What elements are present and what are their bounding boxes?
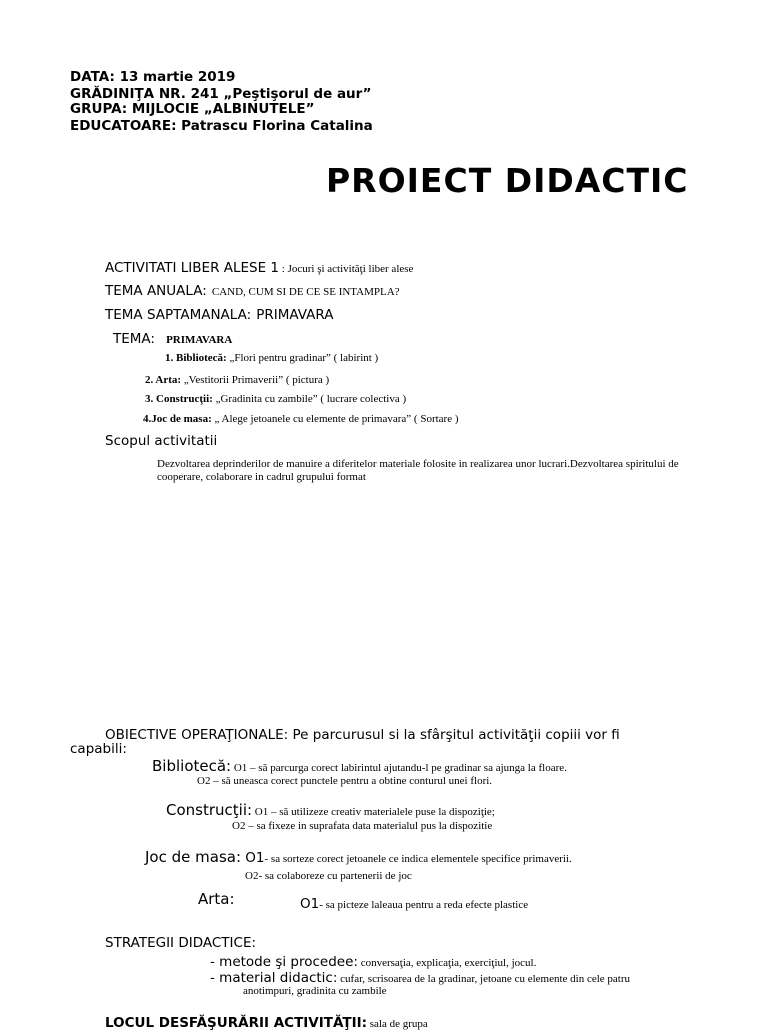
area-label: 3. Construcţii: — [145, 393, 213, 405]
area-text: „Flori pentru gradinar” ( labirint ) — [226, 352, 379, 364]
weekly-theme-line — [105, 304, 333, 323]
strategies-material-value: cufar, scrisoarea de la gradinar, jetoane cu elemente din cele patru — [337, 973, 631, 985]
objective-joc-o1: - sa sorteze corect jetoanele ce indica elementele specifice primaverii. — [264, 853, 572, 865]
theme-line — [113, 328, 232, 347]
strategies-material — [210, 967, 630, 986]
objective-joc-o2-line — [245, 864, 412, 883]
objective-constructii-o1: O1 – să utilizeze creativ materialele puse la dispoziţie; — [252, 806, 495, 818]
objective-joc-o2-prefix: O2 — [245, 870, 259, 882]
area-label: 2. Arta: — [145, 374, 182, 386]
strategies-methods-label: - metode şi procedee: — [210, 954, 358, 970]
theme-label: TEMA: — [113, 331, 155, 347]
scope-text: Dezvoltarea deprinderilor de manuire a diferitelor materiale folosite in realizarea unor lucrari.Dezvoltarea spiritului de cooperare, colaborare in cadrul grupului format — [157, 458, 679, 483]
objective-biblioteca — [152, 756, 567, 775]
area-text: „Gradinita cu zambile” ( lucrare colectiva ) — [212, 393, 407, 405]
objective-arta-o1-prefix: O1 — [300, 896, 320, 912]
activity-label: ACTIVITATI LIBER ALESE 1 — [105, 260, 280, 276]
header-teacher: EDUCATOARE: Patrascu Florina Catalina — [70, 118, 373, 134]
annual-theme-value: CAND, CUM SI DE CE SE INTAMPLA? — [211, 286, 400, 298]
area-text: „ Alege jetoanele cu elemente de primavara” ( Sortare ) — [211, 413, 459, 425]
objective-arta-label: Arta: — [198, 890, 235, 908]
objective-biblioteca-o1: O1 – să parcurga corect labirintul ajutandu-l pe gradinar sa ajunga la floare. — [231, 762, 567, 774]
strategies-methods-value: conversaţia, explicaţia, exerciţiul, jocul. — [357, 957, 537, 969]
area-item-joc — [143, 413, 459, 425]
header-group: GRUPA: MIJLOCIE „ALBINUTELE” — [70, 101, 315, 117]
objectives-line — [105, 724, 620, 743]
weekly-theme-value: PRIMAVARA — [256, 307, 334, 323]
objectives-intro: Pe parcurusul si la sfârşitul activităţii copiii vor fi — [288, 727, 620, 743]
objective-joc-label: Joc de masa: — [145, 848, 241, 866]
objective-constructii — [166, 800, 495, 819]
activity-line — [105, 257, 413, 276]
annual-theme-label: TEMA ANUALA: — [105, 283, 207, 299]
area-text: „Vestitorii Primaverii” ( pictura ) — [181, 374, 330, 386]
theme-value: PRIMAVARA — [166, 334, 233, 346]
objective-arta — [300, 893, 528, 912]
objective-joc-o2: - sa colaboreze cu partenerii de joc — [258, 870, 412, 882]
scope-heading: Scopul activitatii — [105, 433, 218, 449]
objective-constructii-o2: O2 – sa fixeze in suprafata data materialul pus la dispozitie — [232, 820, 493, 832]
area-label: 4.Joc de masa: — [143, 413, 212, 425]
header-date: DATA: 13 martie 2019 — [70, 69, 236, 85]
location-line — [105, 1012, 428, 1031]
area-item-biblioteca — [165, 352, 378, 364]
objectives-intro-cont: capabili: — [70, 741, 127, 757]
location-label: LOCUL DESFĂŞURĂRII ACTIVITĂŢII: — [105, 1015, 368, 1031]
objective-joc-o1-prefix: O1 — [241, 850, 265, 866]
strategies-heading: STRATEGII DIDACTICE: — [105, 935, 257, 951]
objective-biblioteca-o2: O2 – să uneasca corect punctele pentru a obtine conturul unei flori. — [197, 775, 493, 787]
page-title: PROIECT DIDACTIC — [326, 161, 689, 200]
objective-biblioteca-label: Bibliotecă: — [152, 757, 232, 775]
objective-arta-o1: - sa picteze laleaua pentru a reda efecte plastice — [319, 899, 529, 911]
area-label: 1. Bibliotecă: — [165, 352, 227, 364]
location-value: sala de grupa — [367, 1018, 428, 1030]
activity-value: : Jocuri şi activităţi liber alese — [279, 263, 414, 275]
annual-theme-line — [105, 280, 400, 299]
area-item-constructii — [145, 393, 406, 405]
header-school: GRĂDINIŢA NR. 241 „Peştişorul de aur” — [70, 86, 372, 102]
weekly-theme-label: TEMA SAPTAMANALA: — [105, 307, 252, 323]
strategies-material-cont: anotimpuri, gradinita cu zambile — [243, 985, 387, 997]
objective-constructii-label: Construcţii: — [166, 801, 253, 819]
objectives-label: OBIECTIVE OPERAŢIONALE: — [105, 727, 289, 743]
strategies-material-label: - material didactic: — [210, 970, 338, 986]
area-item-arta — [145, 374, 329, 386]
